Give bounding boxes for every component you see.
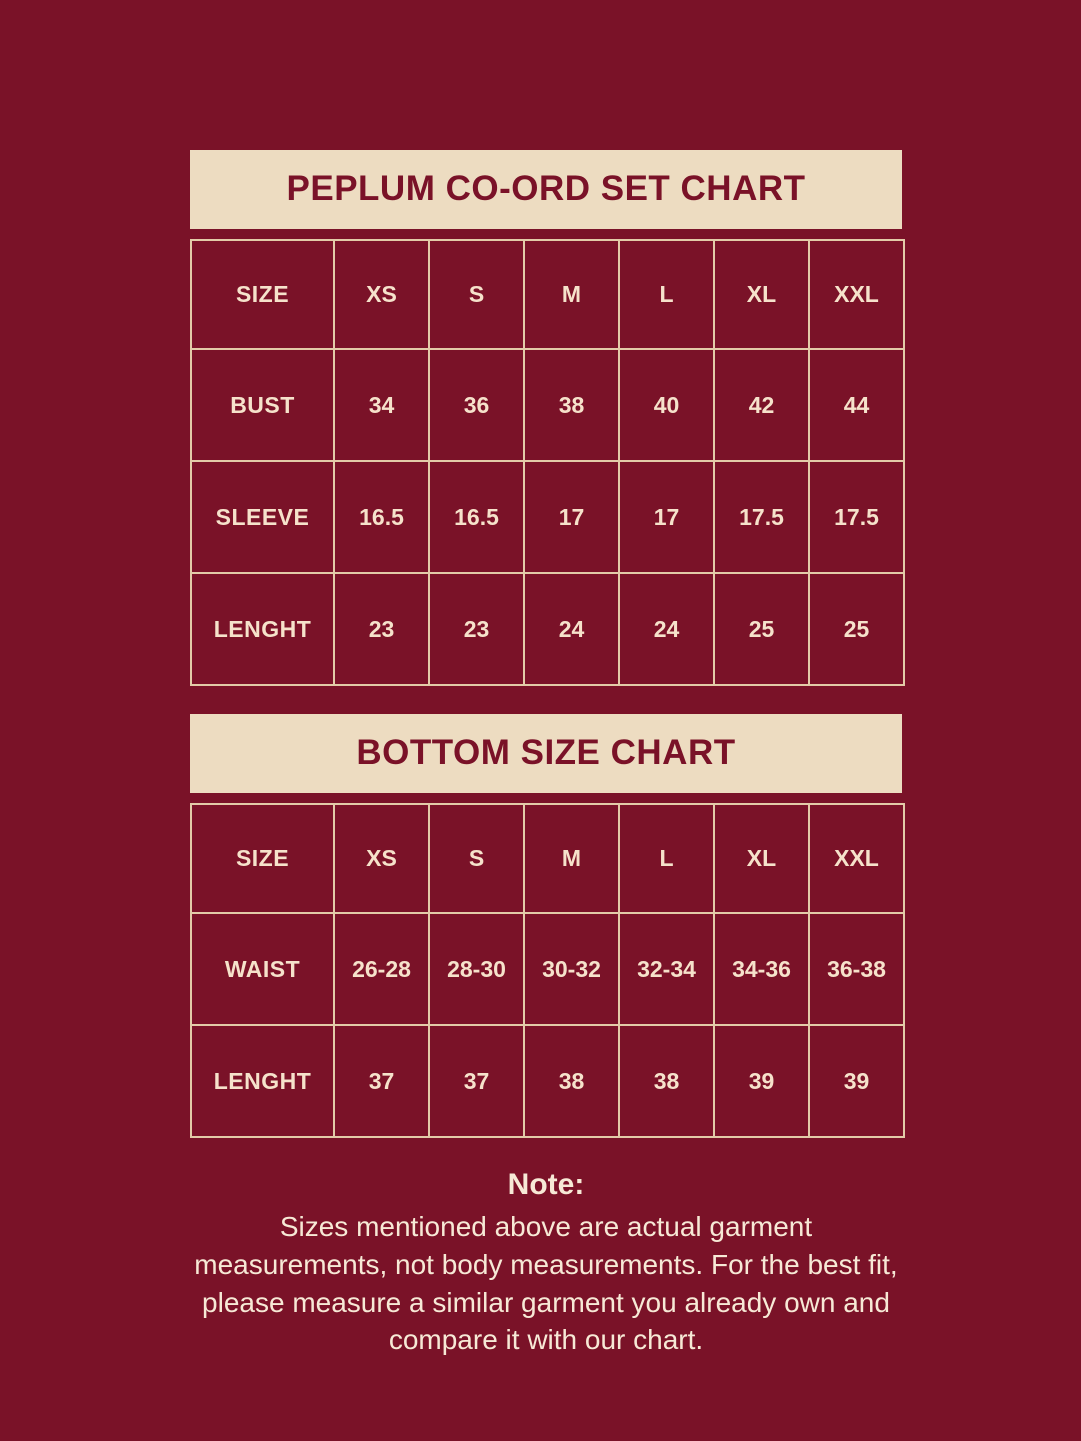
peplum-chart-title: PEPLUM CO-ORD SET CHART [190, 150, 902, 229]
bottom-cell-lenght-xl: 39 [714, 1025, 809, 1137]
bottom-cell-lenght-l: 38 [619, 1025, 714, 1137]
cell-waist-xxl: 36-38 [809, 913, 904, 1025]
cell-sleeve-s: 16.5 [429, 461, 524, 573]
peplum-size-table [190, 239, 905, 686]
cell-waist-xs: 26-28 [334, 913, 429, 1025]
cell-bust-xl: 42 [714, 349, 809, 461]
cell-bust-xxl: 44 [809, 349, 904, 461]
cell-sleeve-l: 17 [619, 461, 714, 573]
cell-bust-xs: 34 [334, 349, 429, 461]
cell-lenght-m: 24 [524, 573, 619, 685]
table-row [191, 349, 904, 461]
note-title: Note: [507, 1168, 585, 1201]
row-label-bust: BUST [191, 349, 334, 461]
bottom-header-cell-xs: XS [334, 804, 429, 913]
bottom-cell-lenght-xs: 37 [334, 1025, 429, 1137]
bottom-cell-lenght-xxl: 39 [809, 1025, 904, 1137]
cell-waist-l: 32-34 [619, 913, 714, 1025]
table-row [191, 240, 904, 349]
charts-container [190, 150, 902, 1359]
bottom-header-cell-size: SIZE [191, 804, 334, 913]
cell-lenght-s: 23 [429, 573, 524, 685]
bottom-cell-lenght-s: 37 [429, 1025, 524, 1137]
note-body: Sizes mentioned above are actual garment measurements, not body measurements. For the best fit, please measure a similar garment you already own and compare it with our chart. [194, 1211, 898, 1356]
section-spacer [190, 686, 902, 714]
bottom-row-label-lenght: LENGHT [191, 1025, 334, 1137]
cell-bust-m: 38 [524, 349, 619, 461]
row-label-lenght: LENGHT [191, 573, 334, 685]
cell-bust-s: 36 [429, 349, 524, 461]
bottom-header-cell-xl: XL [714, 804, 809, 913]
bottom-header-cell-s: S [429, 804, 524, 913]
note-section [190, 1168, 902, 1359]
cell-sleeve-xxl: 17.5 [809, 461, 904, 573]
table-row [191, 804, 904, 913]
cell-bust-l: 40 [619, 349, 714, 461]
table-row [191, 461, 904, 573]
cell-sleeve-xl: 17.5 [714, 461, 809, 573]
table-row [191, 913, 904, 1025]
table-row [191, 1025, 904, 1137]
cell-waist-xl: 34-36 [714, 913, 809, 1025]
header-cell-m: M [524, 240, 619, 349]
row-label-sleeve: SLEEVE [191, 461, 334, 573]
row-label-waist: WAIST [191, 913, 334, 1025]
header-cell-size: SIZE [191, 240, 334, 349]
bottom-header-cell-m: M [524, 804, 619, 913]
bottom-cell-lenght-m: 38 [524, 1025, 619, 1137]
cell-lenght-l: 24 [619, 573, 714, 685]
header-cell-xl: XL [714, 240, 809, 349]
bottom-header-cell-xxl: XXL [809, 804, 904, 913]
cell-lenght-xxl: 25 [809, 573, 904, 685]
bottom-chart-title: BOTTOM SIZE CHART [190, 714, 902, 793]
cell-waist-s: 28-30 [429, 913, 524, 1025]
cell-sleeve-m: 17 [524, 461, 619, 573]
header-cell-xxl: XXL [809, 240, 904, 349]
table-row [191, 573, 904, 685]
header-cell-s: S [429, 240, 524, 349]
cell-sleeve-xs: 16.5 [334, 461, 429, 573]
bottom-size-table [190, 803, 905, 1138]
cell-lenght-xl: 25 [714, 573, 809, 685]
cell-lenght-xs: 23 [334, 573, 429, 685]
header-cell-xs: XS [334, 240, 429, 349]
cell-waist-m: 30-32 [524, 913, 619, 1025]
header-cell-l: L [619, 240, 714, 349]
bottom-header-cell-l: L [619, 804, 714, 913]
